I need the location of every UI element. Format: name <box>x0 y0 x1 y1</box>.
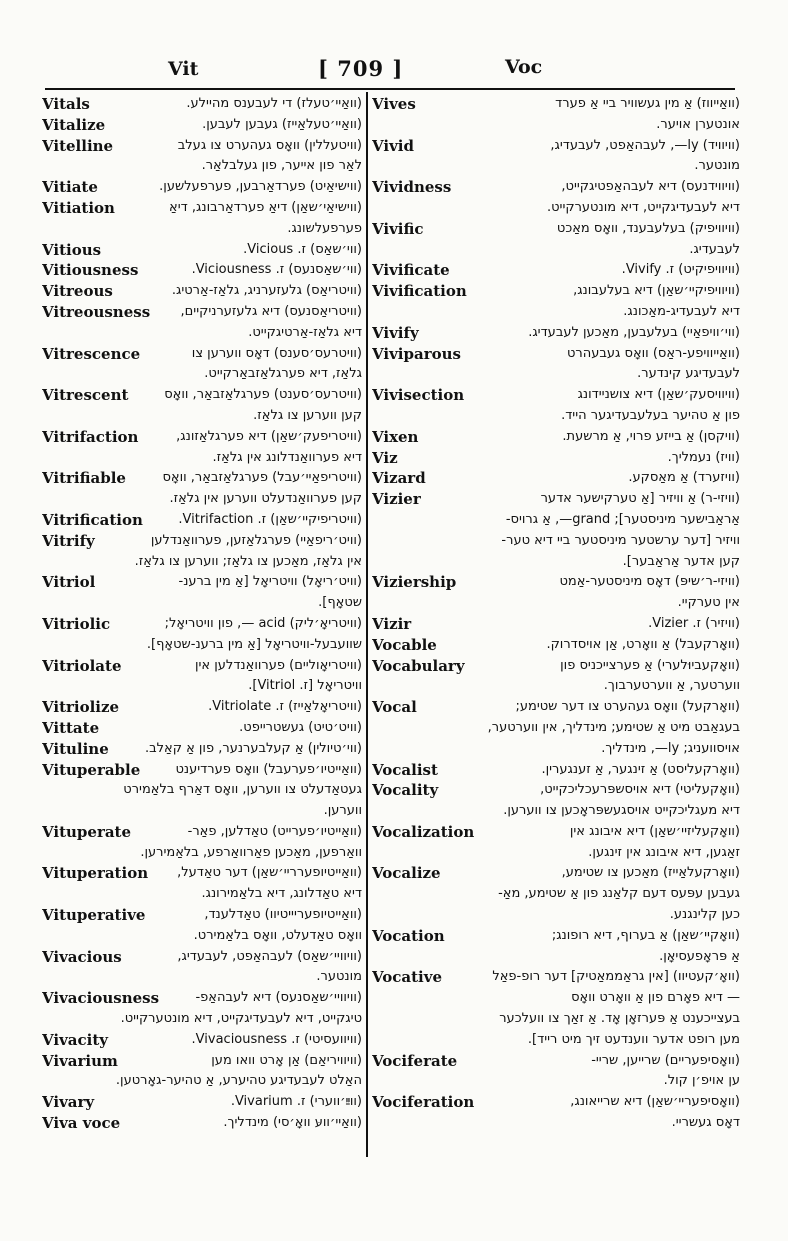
entry-line <box>42 739 362 760</box>
definition-continuation: געבען עפּעס דעם קלאַנג פון אַ שטימע, מאַ- <box>498 886 740 902</box>
definition-text: (וויוויפיקיי׳שאַן) דיא בעלעבונג, <box>573 283 740 299</box>
entry-line <box>42 801 362 822</box>
left-column <box>42 94 362 1134</box>
entry-line <box>42 198 362 219</box>
definition-text: (וואָסיפעריי׳שאַן) דיא שרייאונג, <box>570 1094 740 1110</box>
definition-text: (וויטריפיקיי׳שאַן) ז. Vitrifaction. <box>178 511 362 527</box>
headword: Vitrescent <box>42 386 129 405</box>
definition-continuation: אונטערן אויער. <box>656 116 740 132</box>
headword: Vociferate <box>372 1051 458 1070</box>
entry-line <box>372 947 740 968</box>
headword: Vocalist <box>372 760 438 779</box>
headword: Viviparous <box>372 344 461 363</box>
entry-line <box>42 1009 362 1030</box>
entry-line <box>42 1051 362 1072</box>
definition-text: (ווי׳שאַסנעס) ז. Viciousness. <box>191 262 362 278</box>
definition-continuation: פערפעלשונג. <box>287 220 362 236</box>
headword: Vituperable <box>42 760 141 779</box>
definition-text: (וואָ׳קעטיוו) [אין גראַממאַטיק] דער רופ-פאַל <box>492 969 740 985</box>
entry-line <box>372 822 740 843</box>
entry-line <box>372 988 740 1009</box>
headword: Vitriolize <box>42 698 120 717</box>
definition-text: (וויוויפיקיט) ז. Vivify. <box>621 262 740 278</box>
entry-line <box>42 780 362 801</box>
definition-continuation: וואַרפען, מאַכען פאַרוואַרפע, בלאַמירען. <box>140 844 362 860</box>
entry-line <box>42 863 362 884</box>
entry-line <box>372 489 740 510</box>
headword: Vitiate <box>42 178 98 197</box>
headword: Vituperative <box>42 906 146 925</box>
entry-line <box>372 531 740 552</box>
definition-continuation: קען פערוואַנדעלט ווערען אין גלאַז. <box>169 491 362 507</box>
headword: Vivacious <box>42 947 122 966</box>
definition-text: (וויקסן) אַ בייזע פרוי, אַ מרשעת. <box>562 428 740 444</box>
column-divider <box>366 92 368 1157</box>
headword: Vitelline <box>42 136 114 155</box>
entry-line <box>372 260 740 281</box>
definition-text: (וואַייטיופערריי׳שאַן) דער טאַדעל, <box>177 865 362 881</box>
entry-line <box>42 614 362 635</box>
entry-line <box>42 905 362 926</box>
entry-line <box>372 385 740 406</box>
definition-text: (וויטריאָ׳ליק) acid —, פון וויטריאָל; <box>164 615 362 631</box>
entry-line <box>42 302 362 323</box>
definition-continuation: בעגאַבט מיט אַ שטימע; מינדליך, אין ווערטער, <box>487 719 740 735</box>
entry-line <box>372 593 740 614</box>
headword: Vivify <box>372 323 419 342</box>
definition-text: (ווי׳שאַס) ז. Vicious. <box>243 241 362 257</box>
headword: Vivisection <box>372 386 465 405</box>
entry-line <box>42 136 362 157</box>
definition-continuation: מונטער. <box>316 969 362 985</box>
entry-line <box>372 427 740 448</box>
entry-line <box>42 448 362 469</box>
definition-continuation: אין טערקיי. <box>677 595 740 611</box>
definition-text: (וואָקעביוּלערי) אַ פערצייכניס פון <box>560 657 740 673</box>
headword: Vitriolic <box>42 614 111 633</box>
definition-continuation: דיא גלאַז-אַרטיגקייט. <box>248 324 362 340</box>
headword: Vitrification <box>42 510 143 529</box>
entry-line <box>42 406 362 427</box>
definition-text: (וויוויפיק) בעלעבענד, וואָס מאַכט <box>556 220 740 236</box>
definition-text: (וויזי-ר׳שיפּ) דאָס מיניסטער-אַמט <box>559 574 740 590</box>
headword: Vocabulary <box>372 656 465 675</box>
definition-text: (וואַייוויפע-ראַס) וואָס געבעהרט <box>566 345 740 361</box>
definition-continuation: קען אדער אַראַבער]. <box>622 553 740 569</box>
headword: Vitrescence <box>42 344 141 363</box>
entry-line <box>42 240 362 261</box>
definition-continuation: לאַר פון אייער, פון געלבלאַר. <box>201 158 362 174</box>
definition-text: (וואַייטיו׳פערעבל) וואָס פערדיענט <box>175 761 362 777</box>
definition-text: (וואָרקעבל) אַ וואָרט, אַן אויסדרוק. <box>546 636 740 652</box>
entry-line <box>372 510 740 531</box>
entry-line <box>42 988 362 1009</box>
headword: Vocation <box>372 926 445 945</box>
entry-line <box>372 94 740 115</box>
definition-text: (וויוויסעק׳שאַן) דיא צושניידונג <box>577 387 740 403</box>
definition-text: (וויט׳טיט) געשטרייפט. <box>239 719 362 735</box>
definition-continuation: וואָס טאַדעלט, וואָס בלאַמירט. <box>193 927 362 943</box>
entry-line <box>372 281 740 302</box>
entry-line <box>42 115 362 136</box>
definition-continuation: פון אַ טהיער בעלעבעדיגער הייד. <box>561 407 740 423</box>
headword: Vizard <box>372 469 426 488</box>
definition-continuation: טיגקייט, דיא לעבעדיגקייט, דיא מונטערקייט. <box>120 1011 362 1027</box>
entry-line <box>372 676 740 697</box>
definition-text: (וואָקיי׳שאַן) אַ בערוף, דיא רופונג; <box>551 927 740 943</box>
entry-line <box>42 531 362 552</box>
entry-line <box>372 1113 740 1134</box>
definition-continuation: האַלט לעבעדיגע טהיערע, אַ טהיער-גאָרטען. <box>115 1073 362 1089</box>
definition-continuation: מען רופט אדער ווענדעט זיך מיט רייד]. <box>527 1031 740 1047</box>
entry-line <box>42 822 362 843</box>
definition-text: (וואָקעליזיי׳שאַן) דיא איבונג אין <box>569 823 740 839</box>
entry-line <box>42 427 362 448</box>
definition-text: (וויטריאָוליים) פערוואַנדלען אין <box>194 657 362 673</box>
headword: Vituline <box>42 739 109 758</box>
definition-text: (וואַייטיו׳פערייט) טאַדלען, פאַר- <box>187 823 362 839</box>
entry-line <box>42 468 362 489</box>
entry-line <box>372 572 740 593</box>
definition-continuation: לעבעדיגע קינדער. <box>637 366 740 382</box>
entry-line <box>42 593 362 614</box>
headword: Vivarium <box>42 1051 118 1070</box>
headword: Viz <box>372 448 398 467</box>
entry-line <box>372 1051 740 1072</box>
definition-text: (וויטרעס׳סענט) פערגלאַזבאַר, וואָס <box>164 387 362 403</box>
definition-text: (וויוויד) ly—, לעבהאַפט, לעבעדיג, <box>550 137 740 153</box>
entry-line <box>372 1071 740 1092</box>
entry-line <box>42 1092 362 1113</box>
definition-text: (וויוועסיטי) ז. Vivaciousness. <box>191 1031 362 1047</box>
entry-line <box>42 656 362 677</box>
headword: Vitiation <box>42 198 115 217</box>
headword: Viva voce <box>42 1114 121 1133</box>
definition-continuation: קען ווערען צו גלאַז. <box>253 407 362 423</box>
entry-line <box>372 614 740 635</box>
headword: Vociferation <box>372 1093 475 1112</box>
entry-line <box>42 260 362 281</box>
entry-line <box>372 884 740 905</box>
headword: Vocable <box>372 635 437 654</box>
entry-line <box>42 364 362 385</box>
definition-continuation: דיא לעבעדיגקייט, דיא מונטערקייט. <box>546 199 740 215</box>
entry-line <box>42 385 362 406</box>
headword: Vitrify <box>42 531 95 550</box>
definition-continuation: אין גלאַז, מאַכען צו גלאַז; ווערען צו גלאַז. <box>134 553 362 569</box>
entry-line <box>372 406 740 427</box>
entry-line <box>42 1071 362 1092</box>
entry-line <box>372 552 740 573</box>
definition-text: (ווײַ׳ווערי) ז. Vivarium. <box>230 1094 362 1110</box>
definition-continuation: אויסוועניג; ly—, מינדליך. <box>601 740 740 756</box>
entry-line <box>372 1009 740 1030</box>
right-column <box>372 94 740 1134</box>
definition-text: (ווישיאַיט) פערדאַרבען, פערפעלשען. <box>159 179 362 195</box>
definition-continuation: שוועבעל-וויטריאָל [אַ מין ברענ-שטאָף]. <box>146 636 362 652</box>
headword: Vittate <box>42 718 100 737</box>
definition-text: (וואָרקעלאַייז) מאַכען צו שטימע, <box>561 865 740 881</box>
entry-line <box>372 718 740 739</box>
definition-text: (וויוויי׳שאַסנעס) דיא לעבהאַפ- <box>195 990 362 1006</box>
headword: Vivific <box>372 219 424 238</box>
definition-text: (וויטריפעק׳שאַן) דיא פערגלאַזונג, <box>176 428 362 444</box>
entry-line <box>372 905 740 926</box>
entry-line <box>372 1030 740 1051</box>
entry-line <box>42 697 362 718</box>
definition-text: (וויטריאַסנעס) דיא גלעזערניקיים, <box>180 303 362 319</box>
headword: Vitalize <box>42 115 106 134</box>
definition-text: (וויטרעס׳סענס) דאָס ווערען צו <box>191 345 362 361</box>
entry-line <box>372 739 740 760</box>
entry-line <box>372 843 740 864</box>
definition-text: (וואָרקעליסט) אַ זינגער, אַ זענגערין. <box>541 761 740 777</box>
definition-continuation: דיא מעגליכקייט אויסגעשפּראָכען צו ווערען. <box>503 803 740 819</box>
entry-line <box>42 552 362 573</box>
entry-line <box>42 489 362 510</box>
headword: Vituperation <box>42 864 149 883</box>
definition-continuation: דיא טאַדלונג, דיא בלאַמירונג. <box>201 886 362 902</box>
definition-text: (וואָקעליטי) דיא אויסשפּרעכליכקייט, <box>540 782 740 798</box>
entry-line <box>42 281 362 302</box>
entry-line <box>42 947 362 968</box>
entry-line <box>372 468 740 489</box>
definition-text: (וויוויי׳שאַס) לעבהאַפט, לעבעדיג, <box>177 948 362 964</box>
entry-line <box>372 448 740 469</box>
headword: Vizier <box>372 490 421 509</box>
entry-line <box>42 510 362 531</box>
headword: Vocative <box>372 968 443 987</box>
entry-line <box>42 760 362 781</box>
entry-line <box>372 323 740 344</box>
entry-line <box>372 156 740 177</box>
headword: Vives <box>372 95 416 113</box>
entry-line <box>372 656 740 677</box>
definition-text: (וויוויריאַם) אַן אָרט וואו מען <box>211 1052 362 1068</box>
header-right-guideword: Voc <box>505 56 543 78</box>
entry-line <box>372 364 740 385</box>
entry-line <box>372 760 740 781</box>
header-rule <box>45 88 735 90</box>
headword: Vivid <box>372 136 414 155</box>
entry-line <box>42 926 362 947</box>
definition-text: (וויז) נעמליך. <box>667 449 740 465</box>
definition-text: (וויט׳ריפאַיי) פערגלאַזען, פערוואַנדלען <box>150 532 362 548</box>
definition-text: (וויווידנעס) דיא לעבהאַפטיגקייט, <box>561 179 740 195</box>
definition-text: (וואַיי׳טעלאַייז) געבען לעבען. <box>202 116 362 132</box>
headword: Vituperate <box>42 822 132 841</box>
definition-text: (ווי׳וויפאַיי) בעלעבען, מאַכען לעבעדיג. <box>528 324 740 340</box>
definition-text: (וויטריאָלאַייז) ז. Vitriolate. <box>208 699 362 715</box>
headword: Vocalize <box>372 864 441 883</box>
definition-text: (ווישיאַי׳שאַן) דיאַ פערדאַרבונג, דיאַ <box>169 199 362 215</box>
headword: Vocalization <box>372 822 475 841</box>
entry-line <box>372 967 740 988</box>
headword: Vitriol <box>42 573 96 592</box>
definition-text: (וואַיי׳וועּ וואָ׳סי) מינדליך. <box>223 1115 362 1131</box>
entry-line <box>372 344 740 365</box>
page-number: [ 709 ] <box>318 56 404 81</box>
entry-line <box>372 863 740 884</box>
definition-continuation: ווערען. <box>323 803 362 819</box>
entry-line <box>372 635 740 656</box>
headword: Vivary <box>42 1093 95 1112</box>
definition-continuation: וויטריאָל [ז. Vitriol]. <box>248 678 362 694</box>
entry-line <box>372 115 740 136</box>
entry-line <box>372 136 740 157</box>
header-left-guideword: Vit <box>168 58 199 80</box>
entry-line <box>42 635 362 656</box>
definition-text: (וויזי-ר) אַ וויזיר [אַ טערקישער אדער <box>540 491 740 507</box>
definition-continuation: — דיא פאָרם פון אַ וואָרט וואָס <box>571 990 740 1006</box>
entry-line <box>42 344 362 365</box>
headword: Vitrifaction <box>42 427 139 446</box>
entry-line <box>372 240 740 261</box>
entry-line <box>372 219 740 240</box>
definition-continuation: שטאָף]. <box>318 595 362 611</box>
definition-text: (וויטעללין) וואָס געהערט צו געלב <box>177 137 362 153</box>
definition-continuation: ווערטער, אַ ווערטערבוך. <box>603 678 740 694</box>
headword: Vivification <box>372 282 467 301</box>
entry-line <box>42 676 362 697</box>
headword: Vivificate <box>372 261 450 280</box>
definition-continuation: דיא פערוואַנדלונג אין גלאַז. <box>212 449 362 465</box>
entry-line <box>42 718 362 739</box>
definition-text: (וואַייווז) אַ מין געשוויר ביי אַ פערד <box>555 96 740 111</box>
headword: Vitreousness <box>42 302 151 321</box>
definition-continuation: גלאַז, דיא פערגלאַזבאַרקייט. <box>204 366 362 382</box>
headword: Vitiousness <box>42 261 139 280</box>
definition-continuation: דיא לעבעדיג-מאַכונג. <box>623 303 740 319</box>
headword: Vitals <box>42 95 90 113</box>
definition-continuation: וויזיר [דער ערשטער מיניסטער ביי דיא טער- <box>501 532 740 548</box>
entry-line <box>372 926 740 947</box>
definition-continuation: בעצייכענט אַ פּערזאָן אָד. אַ זאַך צו וועלכער <box>499 1011 740 1027</box>
definition-text: (וואַייטיופעריייטיוו) טאַדלענד, <box>204 907 362 923</box>
entry-line <box>372 780 740 801</box>
definition-text: (וויט׳ריאָל) וויטריאָל [אַ מין ברענ- <box>178 574 362 590</box>
entry-line <box>42 219 362 240</box>
headword: Vividness <box>372 178 452 197</box>
definition-continuation: מונטער. <box>694 158 740 174</box>
headword: Vitrifiable <box>42 469 126 488</box>
headword: Vocality <box>372 781 439 800</box>
entry-line <box>372 302 740 323</box>
entry-line <box>42 177 362 198</box>
entry-line <box>372 198 740 219</box>
entry-line <box>42 843 362 864</box>
headword: Vitriolate <box>42 656 122 675</box>
entry-line <box>42 884 362 905</box>
page-header <box>0 56 788 86</box>
entry-line <box>42 572 362 593</box>
definition-continuation: אַראַבישער מיניסטער]; grand—, אַ גרויס- <box>505 511 740 527</box>
headword: Vixen <box>372 427 419 446</box>
definition-continuation: אַ פּראָפעסיאָן. <box>659 948 740 964</box>
entry-line <box>372 801 740 822</box>
headword: Vitious <box>42 240 102 259</box>
entry-line <box>372 697 740 718</box>
definition-text: (וויטריפאַיי׳עבל) פערגלאַזבאַר, וואָס <box>162 470 362 486</box>
entry-line <box>42 1113 362 1134</box>
entry-line <box>42 94 362 115</box>
definition-text: (וויזיר) ז. Vizier. <box>648 615 740 631</box>
definition-text: (וואָרקעל) וואָס געהערט צו דער שטימע; <box>515 699 740 715</box>
headword: Vivaciousness <box>42 989 160 1008</box>
definition-continuation: זאַגען, דיא איבונג אין זינגען. <box>588 844 740 860</box>
entry-line <box>42 156 362 177</box>
headword: Viziership <box>372 573 457 592</box>
definition-text: (וואַיי׳טעלז) די לעבענס מהיילע. <box>186 96 362 111</box>
entry-line <box>372 177 740 198</box>
entry-line <box>42 967 362 988</box>
definition-text: (וויזערד) אַ מאַסקע. <box>628 470 740 486</box>
headword: Vitreous <box>42 282 113 301</box>
entry-line <box>42 1030 362 1051</box>
definition-continuation: לעבעדיג. <box>689 241 740 257</box>
headword: Vizir <box>372 614 412 633</box>
definition-text: (ווי׳טיולין) אַ קעלבערנער, פון אַ קאַלב. <box>144 740 362 756</box>
definition-text: (וואָסיפעריים) שרייען, שריי- <box>591 1052 740 1068</box>
definition-continuation: כען קלינגנע. <box>669 907 740 923</box>
definition-continuation: געטאַדעלט צו ווערען, וואָס דאַרף בלאַמירט <box>123 782 362 798</box>
entry-line <box>372 1092 740 1113</box>
headword: Vivacity <box>42 1030 108 1049</box>
headword: Vocal <box>372 698 417 717</box>
entry-line <box>42 323 362 344</box>
definition-text: (וויטריאַס) גלעזערניג, גלאַז-אַרטיג. <box>171 283 362 299</box>
definition-continuation: דאָס געשריי. <box>671 1115 740 1131</box>
definition-continuation: ען אויפ׳ן קול. <box>663 1073 740 1089</box>
